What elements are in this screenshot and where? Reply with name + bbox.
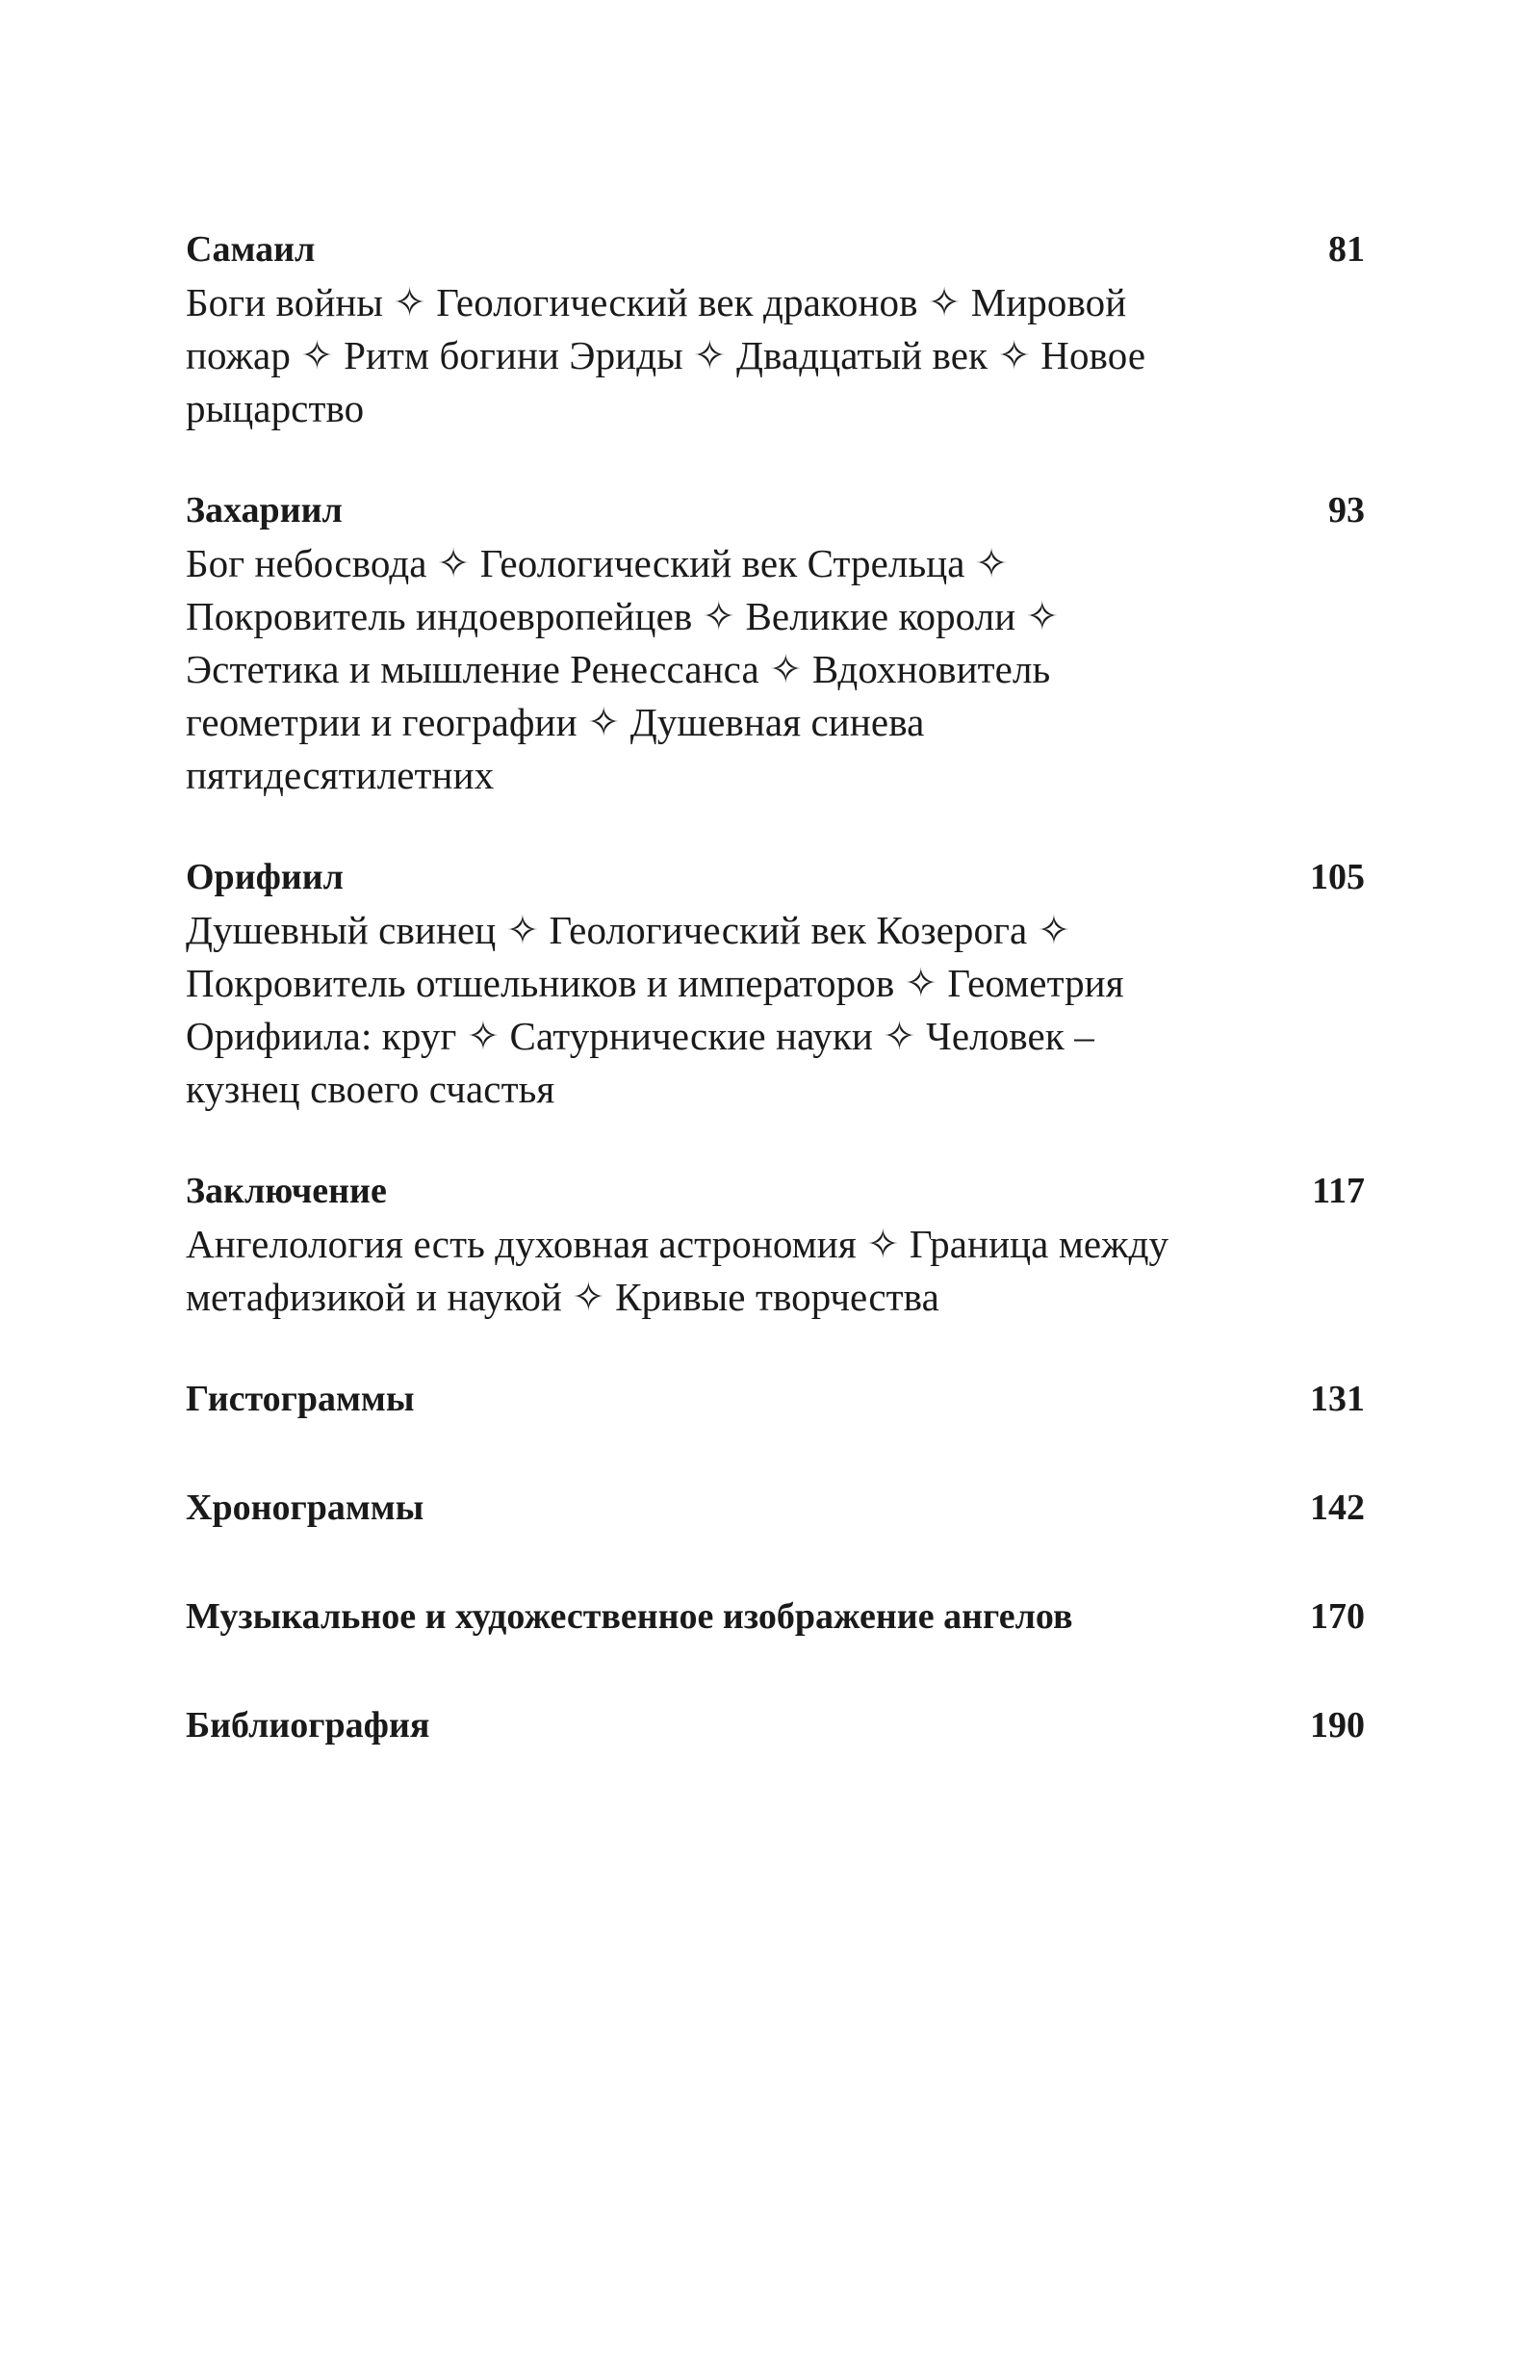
page-number: 117 (1312, 1171, 1365, 1211)
page-number: 105 (1310, 857, 1365, 897)
description-line: Покровитель отшельников и императоров ✧ Геометрия (186, 961, 1124, 1005)
description-line: Боги войны ✧ Геологический век драконов ✧ Мировой (186, 280, 1127, 324)
toc-entry-header (186, 1591, 1365, 1643)
chapter-title: Библиография (186, 1705, 430, 1746)
toc-entry-conclusion (186, 1165, 1365, 1324)
toc-entry-orifiel (186, 851, 1365, 1116)
chapter-description (186, 537, 1365, 802)
toc-entry-samael (186, 223, 1365, 435)
page-number: 190 (1310, 1705, 1365, 1746)
chapter-description (186, 1218, 1365, 1324)
chapter-title: Хронограммы (186, 1488, 424, 1528)
description-line: кузнец своего счастья (186, 1067, 555, 1111)
description-line: метафизикой и наукой ✧ Кривые творчества (186, 1275, 939, 1319)
toc-entry-header (186, 1165, 1365, 1218)
description-line: Бог небосвода ✧ Геологический век Стрельца ✧ (186, 541, 1009, 585)
chapter-title: Орифиил (186, 857, 344, 897)
toc-entry-header (186, 223, 1365, 276)
page-number: 131 (1310, 1379, 1365, 1419)
chapter-title: Музыкальное и художественное изображение ангелов (186, 1596, 1073, 1637)
description-line: пятидесятилетних (186, 753, 495, 797)
chapter-title: Захариил (186, 490, 343, 530)
chapter-title: Гистограммы (186, 1379, 415, 1419)
toc-entry-header (186, 1373, 1365, 1426)
toc-entry-header (186, 1699, 1365, 1752)
chapter-title: Самаил (186, 229, 316, 270)
page-number: 142 (1310, 1488, 1365, 1528)
toc-entry-header (186, 851, 1365, 904)
toc-entry-angel-images (186, 1591, 1365, 1643)
description-line: Эстетика и мышление Ренессанса ✧ Вдохновитель (186, 647, 1051, 691)
toc-entry-header (186, 484, 1365, 537)
description-line: пожар ✧ Ритм богини Эриды ✧ Двадцатый век ✧ Новое (186, 333, 1146, 377)
description-line: Ангелология есть духовная астрономия ✧ Граница между (186, 1222, 1169, 1266)
description-line: рыцарство (186, 386, 365, 430)
description-line: Душевный свинец ✧ Геологический век Козерога ✧ (186, 908, 1071, 952)
chapter-description (186, 276, 1365, 435)
chapter-description (186, 904, 1365, 1116)
description-line: Орифиила: круг ✧ Сатурнические науки ✧ Человек – (186, 1014, 1094, 1058)
toc-entry-zachariel (186, 484, 1365, 802)
chapter-title: Заключение (186, 1171, 387, 1211)
page-number: 93 (1328, 490, 1365, 530)
description-line: геометрии и географии ✧ Душевная синева (186, 700, 925, 744)
table-of-contents (186, 223, 1365, 1808)
toc-entry-header (186, 1482, 1365, 1535)
description-line: Покровитель индоевропейцев ✧ Великие короли ✧ (186, 594, 1060, 638)
page-number: 170 (1310, 1596, 1365, 1637)
toc-entry-chronograms (186, 1482, 1365, 1535)
toc-entry-bibliography (186, 1699, 1365, 1752)
page-number: 81 (1328, 229, 1365, 270)
toc-entry-histograms (186, 1373, 1365, 1426)
